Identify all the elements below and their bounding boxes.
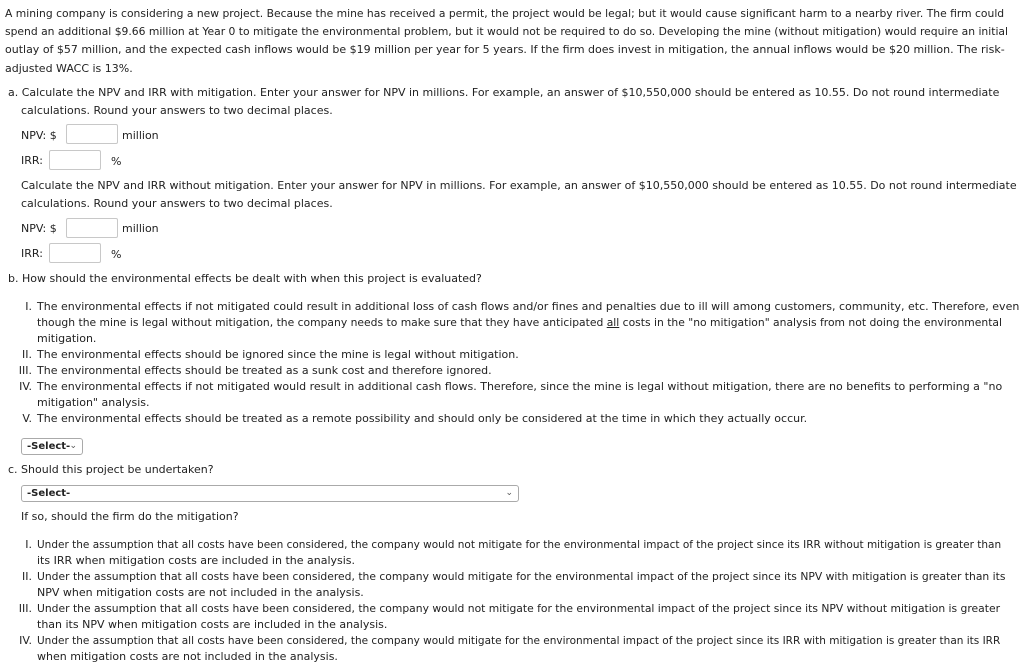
part-c-option-3-numeral: III. <box>18 602 32 615</box>
intro-line-4: adjusted WACC is 13%. <box>5 62 133 75</box>
chevron-down-icon: ⌄ <box>505 488 513 498</box>
part-a-without-instruction-line-1: Calculate the NPV and IRR without mitigation. Enter your answer for NPV in millions. For example, an answer of $10,550,000 should be entered as 10.55. Do not round intermediate <box>21 179 1017 192</box>
emphasis-all: all <box>606 316 620 329</box>
part-b-answer-select[interactable] <box>21 438 83 455</box>
irr-with-mitigation-input[interactable] <box>49 150 101 170</box>
part-b-option-1-line-3: mitigation. <box>37 332 97 345</box>
intro-line-3: outlay of $57 million, and the expected cash inflows would be $19 million per year for 5 years. If the firm does invest in mitigation, the annual inflows would be $20 million. The risk- <box>5 43 1005 56</box>
part-c-option-4-line-2: when mitigation costs are not included in the analysis. <box>37 650 338 663</box>
part-b-option-2-numeral: II. <box>22 348 32 361</box>
part-b-option-1-line-2: though the mine is legal without mitigation, the company needs to make sure that they have anticipated all costs in the "no mitigation" analysis from not doing the environmental <box>37 316 1002 329</box>
part-a-instruction-line-2: calculations. Round your answers to two decimal places. <box>21 104 333 117</box>
irr-without-label: IRR: <box>21 247 43 260</box>
part-c-option-1-numeral: I. <box>25 538 32 551</box>
part-c-option-3-line-2: than its NPV when mitigation costs are included in the analysis. <box>37 618 388 631</box>
part-a-without-instruction-line-2: calculations. Round your answers to two decimal places. <box>21 197 333 210</box>
intro-line-1: A mining company is considering a new project. Because the mine has received a permit, the project would be legal; but it would cause significant harm to a nearby river. The firm could <box>5 7 1005 20</box>
part-b-option-5-numeral: V. <box>22 412 32 425</box>
part-b-option-4-line-1: The environmental effects if not mitigated would result in additional cash flows. Therefore, since the mine is legal without mitigation, there are no benefits to performing a "no <box>37 380 1003 393</box>
part-b-option-4-numeral: IV. <box>19 380 32 393</box>
part-a-instruction-line-1: a. Calculate the NPV and IRR with mitigation. Enter your answer for NPV in millions. For example, an answer of $10,550,000 should be entered as 10.55. Do not round intermediate <box>8 86 1000 99</box>
part-b-option-4-line-2: mitigation" analysis. <box>37 396 150 409</box>
npv-with-unit: million <box>122 129 159 142</box>
part-c-question: c. Should this project be undertaken? <box>8 463 214 476</box>
irr-without-mitigation-input[interactable] <box>49 243 101 263</box>
part-c-option-4-numeral: IV. <box>19 634 32 647</box>
part-b-option-2-line-1: The environmental effects should be ignored since the mine is legal without mitigation. <box>37 348 519 361</box>
irr-with-label: IRR: <box>21 154 43 167</box>
part-c-select-value: -Select- <box>27 488 71 499</box>
part-b-select-value: -Select- <box>27 441 71 452</box>
part-c-option-4-line-1: Under the assumption that all costs have been considered, the company would mitigate for the environmental impact of the project since its IRR with mitigation is greater than its IRR <box>37 635 1001 647</box>
npv-without-unit: million <box>122 222 159 235</box>
part-c-option-3-line-1: Under the assumption that all costs have been considered, the company would not mitigate for the environmental impact of the project since its NPV without mitigation is greater <box>37 602 1001 615</box>
npv-with-mitigation-input[interactable] <box>66 124 118 144</box>
part-c-option-2-numeral: II. <box>22 570 32 583</box>
part-c-option-1-line-1: Under the assumption that all costs have been considered, the company would not mitigate for the environmental impact of the project since its IRR without mitigation is greater than <box>37 539 1002 551</box>
part-c-option-2-line-1: Under the assumption that all costs have been considered, the company would mitigate for the environmental impact of the project since its NPV with mitigation is greater than its <box>37 570 1006 583</box>
part-c-option-1-line-2: its IRR when mitigation costs are included in the analysis. <box>37 554 356 567</box>
irr-without-unit: % <box>111 248 122 261</box>
part-c-answer-select[interactable] <box>21 485 519 502</box>
npv-without-label: NPV: $ <box>21 222 57 235</box>
npv-with-label: NPV: $ <box>21 129 57 142</box>
part-c-option-2-line-2: NPV when mitigation costs are not included in the analysis. <box>37 586 364 599</box>
part-b-option-1-numeral: I. <box>25 300 32 313</box>
npv-without-mitigation-input[interactable] <box>66 218 118 238</box>
part-b-option-5-line-1: The environmental effects should be treated as a remote possibility and should only be considered at the time in which they actually occur. <box>37 412 808 425</box>
part-b-question: b. How should the environmental effects be dealt with when this project is evaluated? <box>8 272 482 285</box>
part-c-followup: If so, should the firm do the mitigation? <box>21 510 239 523</box>
part-b-option-3-numeral: III. <box>18 364 32 377</box>
irr-with-unit: % <box>111 155 122 168</box>
part-b-option-3-line-1: The environmental effects should be treated as a sunk cost and therefore ignored. <box>37 364 492 377</box>
intro-line-2: spend an additional $9.66 million at Year 0 to mitigate the environmental problem, but it would not be required to do so. Developing the mine (without mitigation) would require an initial <box>5 25 1009 38</box>
part-b-option-1-line-1: The environmental effects if not mitigated could result in additional loss of cash flows and/or fines and penalties due to ill will among customers, community, etc. Therefore, even <box>37 300 1020 313</box>
chevron-down-icon: ⌄ <box>69 441 77 451</box>
